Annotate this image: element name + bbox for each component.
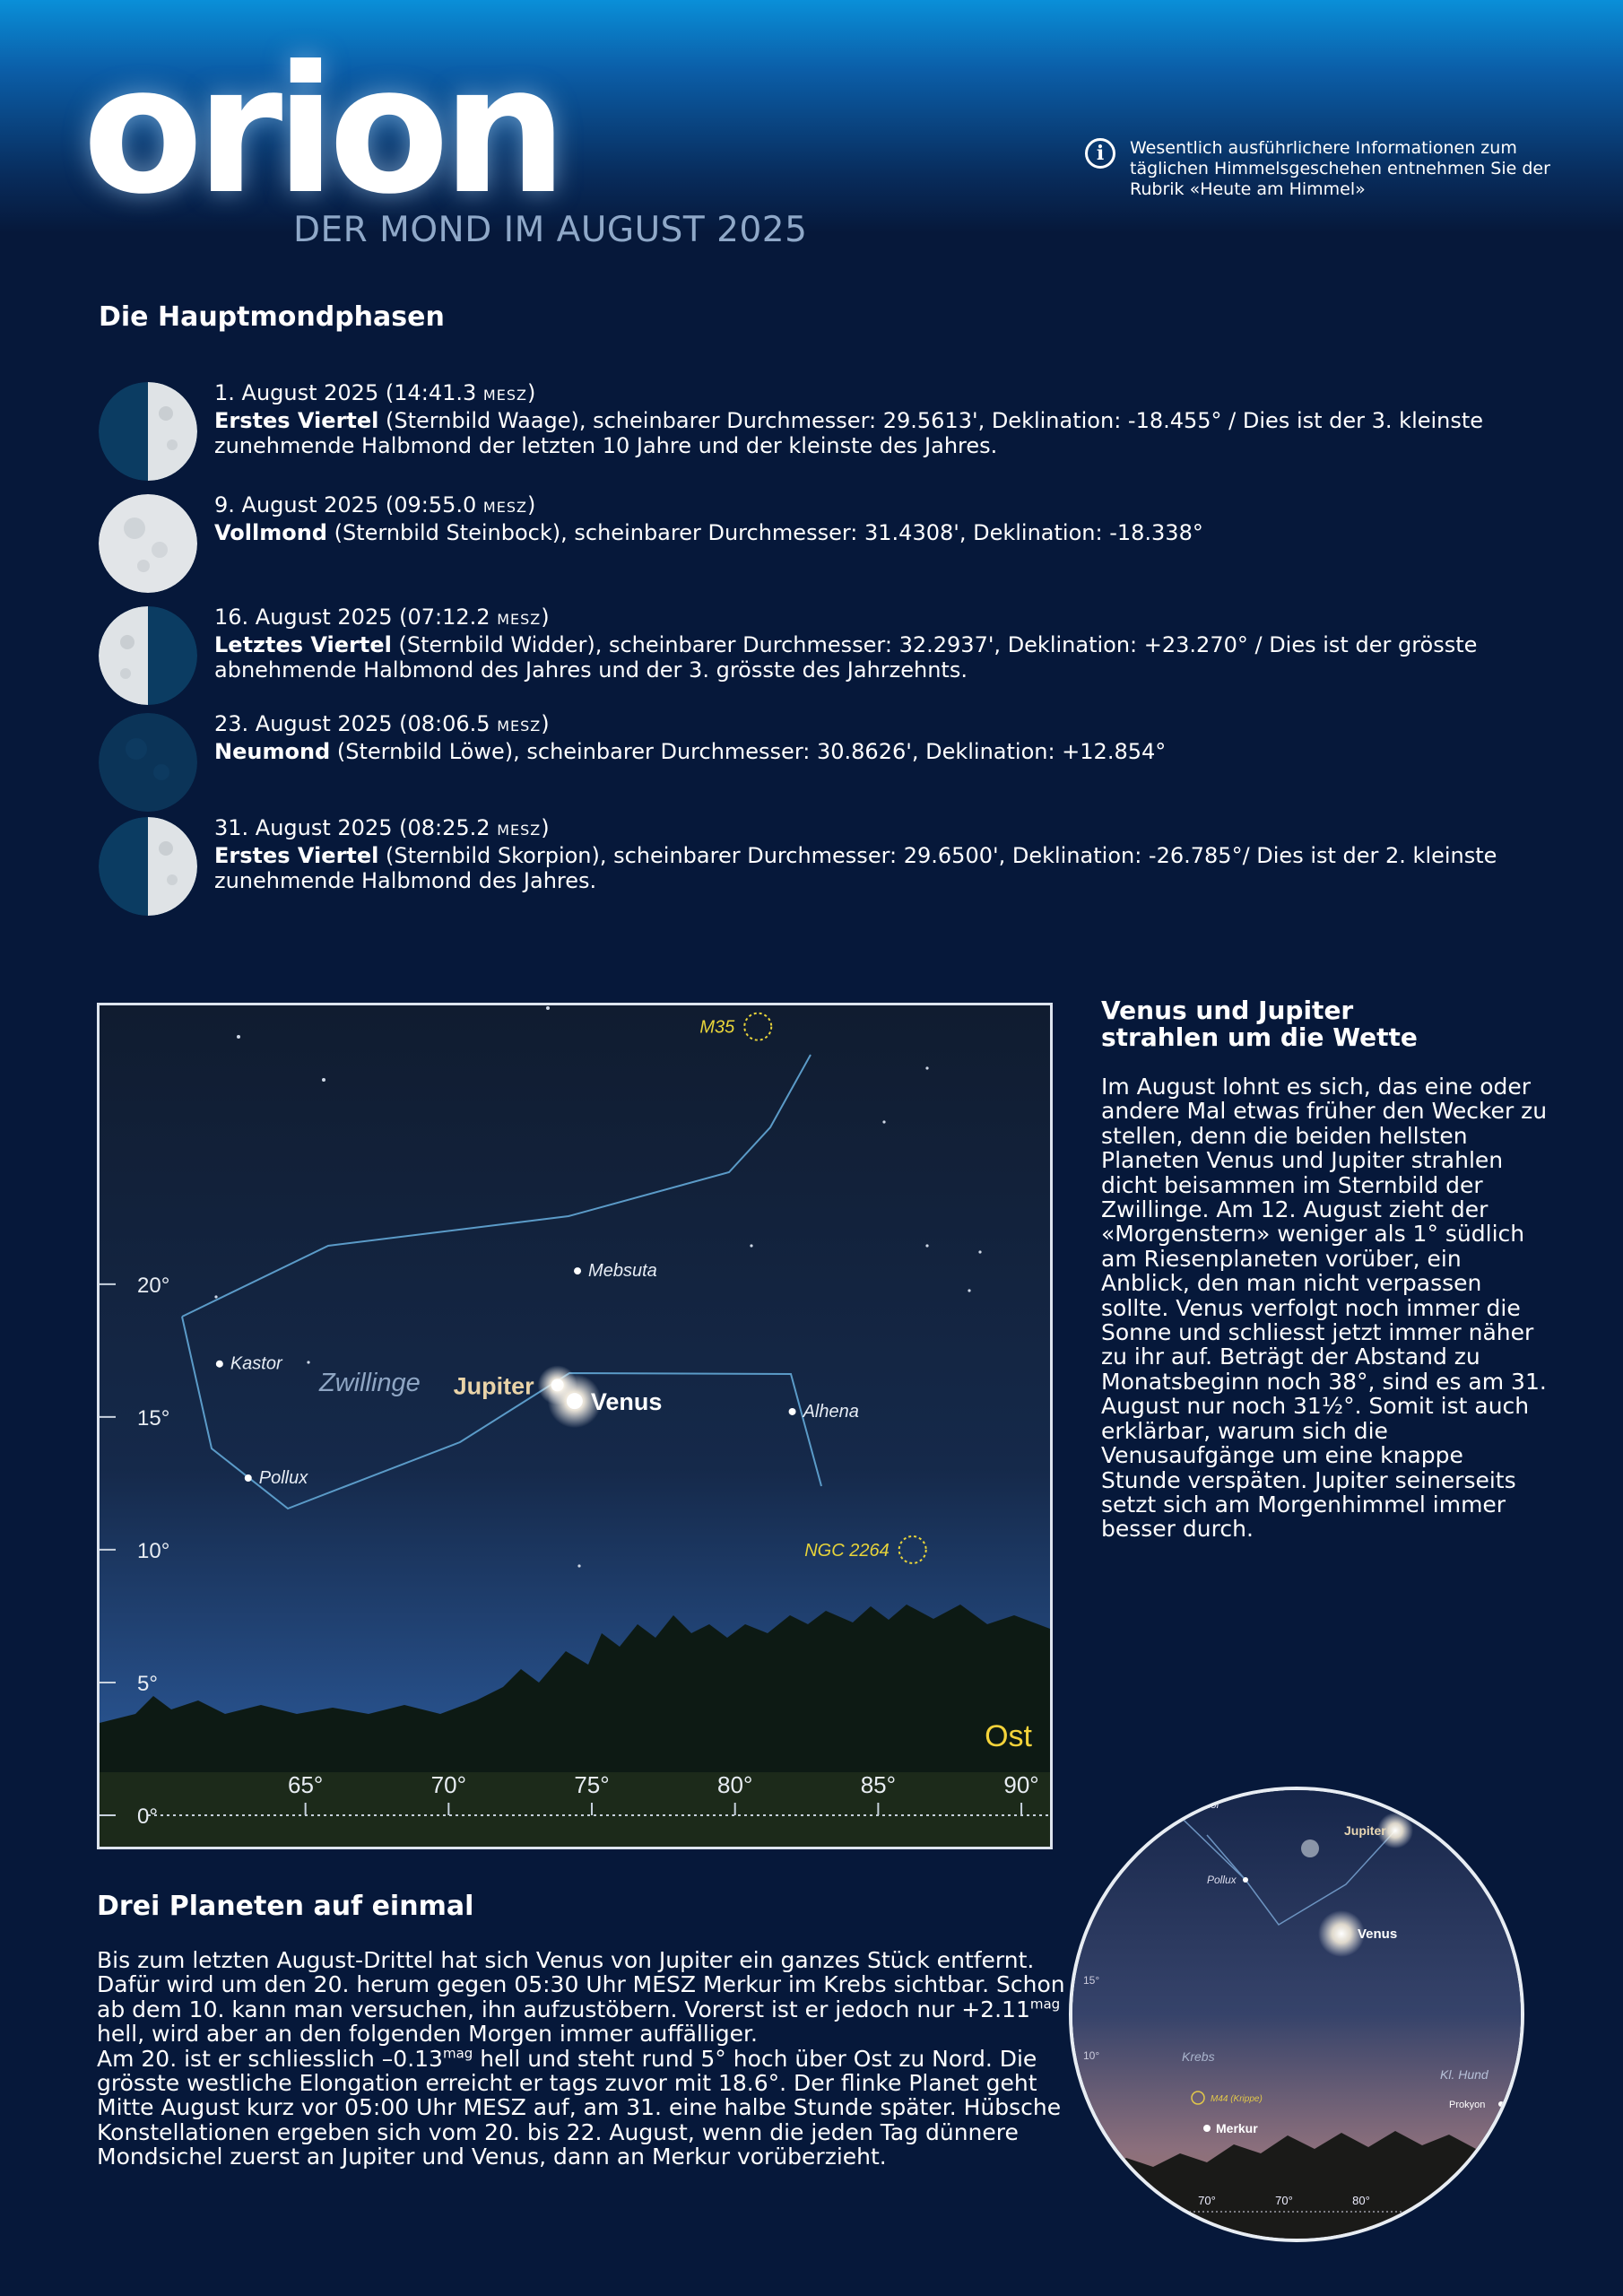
inset-label-venus: Venus bbox=[1358, 1926, 1398, 1942]
star-label: Alhena bbox=[803, 1401, 859, 1422]
y-tick-label: 5° bbox=[137, 1671, 158, 1696]
info-text: Wesentlich ausführlichere Informationen zum täglichen Himmelsgeschehen entnehmen Sie der Rubrik «Heute am Himmel» bbox=[1130, 138, 1550, 199]
x-tick-label: 75° bbox=[574, 1771, 610, 1798]
inset-sky-chart bbox=[1069, 1787, 1524, 2242]
paragraph-part: hell und steht rund 5° hoch über Ost zu Nord. Die grösste westliche Elongation erreicht er tags zuvor mit 18.6°. Der flinke Planet geht Mitte August kurz vor 05:00 Uhr MESZ auf, am 31. eine halbe Stunde später. Hübsche Konstellationen ergeben sich vom 20. bis 22. August, wenn die jeden Tag dünnere Mondsichel zuerst an Jupiter und Venus, dann an Merkur vorüberzieht. bbox=[97, 2045, 1062, 2170]
phase-name: Neumond bbox=[214, 739, 331, 764]
phase-details: (Sternbild Widder), scheinbarer Durchmesser: 32.2937', Deklination: +23.270° / Dies ist der grösste abnehmende Halbmond des Jahres und der 3. grösste des Jahrzehnts. bbox=[214, 632, 1478, 683]
venus-jupiter-text: Im August lohnt es sich, das eine oder andere Mal etwas früher den Wecker zu stellen, denn die beiden hellsten Planeten Venus und Jupiter strahlen dicht beisammen im Sternbild der Zwillinge. Am 12. August zieht der «Morgenstern» weniger als 1° südlich am Riesenplaneten vorüber, ein Anblick, den man nicht verpassen sollte. Venus verfolgt noch immer die Sonne und schliesst jetzt immer näher zu ihr auf. Beträgt der Abstand zu Monatsbeginn noch 38°, sind es am 31. August nur noch 31½°. Somit ist auch erklärbar, warum sich die Venusaufgänge um eine knappe Stunde verspäten. Jupiter seinerseits setzt sich am Morgenhimmel immer besser durch. bbox=[1101, 1074, 1548, 1543]
drei-planeten-title: Drei Planeten auf einmal bbox=[97, 1891, 474, 1922]
inset-label-pollux: Pollux bbox=[1207, 1874, 1237, 1886]
moon-phase-item: 23. August 2025 (08:06.5 MESZ) Neumond (Sternbild Löwe), scheinbarer Durchmesser: 30.8626', Deklination: +12.854° bbox=[99, 713, 1533, 812]
moon-phase-item: 16. August 2025 (07:12.2 MESZ) Letztes Viertel (Sternbild Widder), scheinbarer Durchmesser: 32.2937', Deklination: +23.270° / Dies ist der grösste abnehmende Halbmond des Jahres und der 3. grösste des Jahrzehnts. bbox=[99, 606, 1533, 705]
info-note bbox=[1085, 138, 1551, 200]
x-tick-label: 85° bbox=[860, 1771, 897, 1798]
phases-section-title: Die Hauptmondphasen bbox=[99, 301, 445, 333]
paragraph-part: Am 20. ist er schliesslich –0.13 bbox=[97, 2045, 443, 2072]
new-moon-icon bbox=[99, 713, 197, 812]
inset-sky-svg bbox=[1072, 1790, 1521, 2239]
y-tick-label: 15° bbox=[137, 1405, 170, 1431]
phase-name: Erstes Viertel bbox=[214, 408, 379, 433]
inset-tick-15: 15° bbox=[1083, 1974, 1100, 1987]
inset-label-kastor: Kastor bbox=[1189, 1798, 1220, 1811]
y-tick-label: 10° bbox=[137, 1538, 170, 1563]
phase-name: Erstes Viertel bbox=[214, 843, 379, 868]
planet-label: Venus bbox=[590, 1388, 663, 1416]
timezone: MESZ bbox=[482, 387, 527, 404]
phase-details: (Sternbild Steinbock), scheinbarer Durchmesser: 31.4308', Deklination: -18.338° bbox=[334, 520, 1203, 545]
inset-label-merkur: Merkur bbox=[1216, 2121, 1258, 2135]
star-mebsuta bbox=[574, 1267, 581, 1274]
page-subtitle: DER MOND IM AUGUST 2025 bbox=[293, 210, 808, 250]
venus-jupiter-title-line2: strahlen um die Wette bbox=[1101, 1022, 1418, 1052]
phase-name: Letztes Viertel bbox=[214, 632, 392, 657]
merkur-planet bbox=[1203, 2125, 1211, 2132]
moon-phase-item: 31. August 2025 (08:25.2 MESZ) Erstes Viertel (Sternbild Skorpion), scheinbarer Durchmesser: 29.6500', Deklination: -26.785°/ Dies ist der 2. kleinste zunehmende Halbmond des Jahres. bbox=[99, 817, 1533, 916]
star-pollux bbox=[245, 1474, 252, 1482]
constellation-label: Zwillinge bbox=[319, 1369, 421, 1397]
x-tick-label: 80° bbox=[717, 1771, 753, 1798]
x-tick-label: 70° bbox=[430, 1771, 466, 1798]
inset-label-m44: M44 (Krippe) bbox=[1211, 2094, 1263, 2104]
paragraph-part: hell, wird aber an den folgenden Morgen immer auffälliger. bbox=[97, 2021, 758, 2048]
phase-date: 16. August 2025 (07:12.2 bbox=[214, 604, 490, 630]
deep-sky-label: M35 bbox=[699, 1017, 735, 1038]
inset-xtick: 70° bbox=[1198, 2194, 1216, 2207]
venus-jupiter-title-line1: Venus und Jupiter bbox=[1101, 996, 1354, 1025]
drei-planeten-text bbox=[97, 1948, 1065, 2170]
timezone: MESZ bbox=[497, 822, 542, 839]
x-tick-label: 65° bbox=[287, 1771, 324, 1798]
inset-label-krebs: Krebs bbox=[1182, 2049, 1215, 2064]
timezone: MESZ bbox=[482, 499, 527, 516]
timezone: MESZ bbox=[497, 718, 542, 735]
phase-details: (Sternbild Löwe), scheinbarer Durchmesser: 30.8626', Deklination: +12.854° bbox=[336, 739, 1167, 764]
phase-date: 9. August 2025 (09:55.0 bbox=[214, 492, 477, 517]
planet-label: Jupiter bbox=[453, 1372, 534, 1400]
last-quarter-moon-icon bbox=[99, 606, 197, 705]
moon-phase-item: 1. August 2025 (14:41.3 MESZ) Erstes Viertel (Sternbild Waage), scheinbarer Durchmesser: 29.5613', Deklination: -18.455° / Dies ist der 3. kleinste zunehmende Halbmond der letzten 10 Jahre und der kleinste des Jahres. bbox=[99, 382, 1533, 481]
x-tick-label: 90° bbox=[1003, 1771, 1039, 1798]
moon-crescent bbox=[1301, 1839, 1319, 1857]
phase-date: 1. August 2025 (14:41.3 bbox=[214, 380, 477, 405]
first-quarter-moon-icon bbox=[99, 817, 197, 916]
phase-name: Vollmond bbox=[214, 520, 327, 545]
inset-xtick: 85° bbox=[1431, 2194, 1449, 2207]
timezone: MESZ bbox=[497, 611, 542, 628]
inset-label-prokyon: Prokyon bbox=[1449, 2100, 1486, 2110]
magnitude-sup: mag bbox=[442, 2045, 473, 2062]
prokyon-star bbox=[1498, 2101, 1504, 2107]
phase-date: 23. August 2025 (08:06.5 bbox=[214, 711, 490, 736]
pollux-star bbox=[1243, 1877, 1248, 1883]
sky-chart-svg bbox=[100, 1005, 1050, 1847]
star-label: Kastor bbox=[230, 1353, 282, 1374]
moon-phase-item: 9. August 2025 (09:55.0 MESZ) Vollmond (Sternbild Steinbock), scheinbarer Durchmesser: 31.4308', Deklination: -18.338° bbox=[99, 494, 1533, 593]
inset-label-jupiter: Jupiter bbox=[1344, 1823, 1386, 1838]
magnitude-sup: mag bbox=[1029, 1996, 1061, 2013]
star-alhena bbox=[789, 1408, 796, 1415]
star-label: Pollux bbox=[258, 1467, 308, 1488]
venus-jupiter-title bbox=[1101, 997, 1567, 1051]
sky-chart bbox=[97, 1003, 1053, 1849]
paragraph-part: Bis zum letzten August-Drittel hat sich Venus von Jupiter ein ganzes Stück entfernt. Dafür wird um den 20. herum gegen 05:30 Uhr MESZ Merkur im Krebs sichtbar. Schon ab dem 10. kann man versuchen, ihn aufzustöbern. Vorerst ist er jedoch nur +2.11 bbox=[97, 1947, 1065, 2022]
planet-core bbox=[567, 1393, 583, 1409]
phase-date: 31. August 2025 (08:25.2 bbox=[214, 815, 490, 840]
inset-label-kl-hund: Kl. Hund bbox=[1440, 2067, 1488, 2082]
full-moon-icon bbox=[99, 494, 197, 593]
phase-details: (Sternbild Skorpion), scheinbarer Durchmesser: 29.6500', Deklination: -26.785°/ Dies ist der 2. kleinste zunehmende Halbmond des Jahres. bbox=[214, 843, 1497, 893]
star-label: Mebsuta bbox=[588, 1261, 657, 1282]
direction-label: Ost bbox=[985, 1719, 1032, 1753]
info-icon: i bbox=[1085, 138, 1115, 169]
y-tick-label: 0° bbox=[137, 1805, 158, 1829]
deep-sky-label: NGC 2264 bbox=[804, 1540, 890, 1561]
inset-xtick: 80° bbox=[1352, 2194, 1370, 2207]
orion-logo: orion bbox=[82, 29, 560, 233]
y-tick-label: 20° bbox=[137, 1273, 170, 1298]
inset-tick-10: 10° bbox=[1083, 2049, 1100, 2062]
first-quarter-moon-icon bbox=[99, 382, 197, 481]
phase-details: (Sternbild Waage), scheinbarer Durchmesser: 29.5613', Deklination: -18.455° / Dies ist der 3. kleinste zunehmende Halbmond der letzten 10 Jahre und der kleinste des Jahres. bbox=[214, 408, 1484, 458]
inset-xtick: 70° bbox=[1275, 2194, 1293, 2207]
star-kastor bbox=[216, 1361, 223, 1368]
